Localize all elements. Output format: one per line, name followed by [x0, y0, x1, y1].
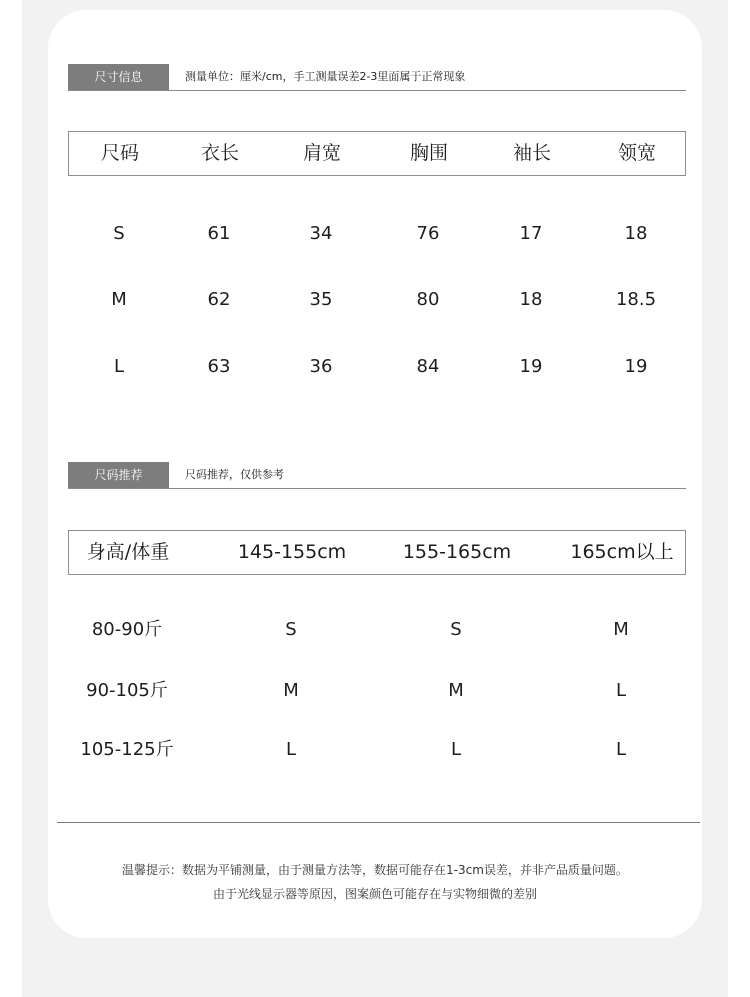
recommend-cell: S: [450, 619, 462, 640]
size-header-shoulder: 肩宽: [302, 142, 342, 164]
size-header-size: 尺码: [100, 142, 140, 164]
recommend-header-range-1: 145-155cm: [237, 541, 347, 563]
recommend-cell: L: [615, 680, 627, 701]
recommend-table-header: [68, 530, 686, 575]
recommend-cell: L: [615, 739, 627, 760]
size-cell: 35: [309, 289, 333, 310]
size-header-collar: 领宽: [617, 142, 657, 164]
recommend-cell: M: [448, 680, 464, 701]
size-table-row: [0, 352, 750, 382]
recommend-table-row: [0, 615, 750, 645]
size-cell: M: [111, 289, 127, 310]
recommend-cell: 90-105斤: [86, 680, 168, 701]
size-info-tag: 尺寸信息: [68, 64, 169, 90]
size-cell: 18: [519, 289, 543, 310]
size-cell: 36: [309, 356, 333, 377]
size-info-note: 测量单位：厘米/cm，手工测量误差2-3里面属于正常现象: [185, 70, 466, 83]
size-cell: 34: [309, 223, 333, 244]
recommend-table-row: [0, 735, 750, 765]
recommend-cell: 105-125斤: [80, 739, 174, 760]
size-recommend-section-header: [68, 462, 686, 489]
size-header-sleeve: 袖长: [512, 142, 552, 164]
size-cell: 62: [207, 289, 231, 310]
recommend-header-height-weight: 身高/体重: [86, 541, 170, 563]
size-table-header: [68, 131, 686, 176]
size-cell: 63: [207, 356, 231, 377]
size-cell: S: [113, 223, 125, 244]
size-cell: 76: [416, 223, 440, 244]
size-cell: 19: [519, 356, 543, 377]
recommend-header-range-2: 155-165cm: [402, 541, 512, 563]
size-cell: 18.5: [615, 289, 657, 310]
footer-divider: [57, 822, 700, 823]
size-header-length: 衣长: [200, 142, 240, 164]
recommend-cell: L: [450, 739, 462, 760]
recommend-cell: S: [285, 619, 297, 640]
footer-tip-line-1: 温馨提示：数据为平铺测量，由于测量方法等，数据可能存在1-3cm误差，并非产品质量问题。: [122, 863, 628, 877]
size-cell: 84: [416, 356, 440, 377]
size-cell: 80: [416, 289, 440, 310]
size-recommend-tag: 尺码推荐: [68, 462, 169, 488]
size-table-row: [0, 219, 750, 249]
recommend-table-row: [0, 676, 750, 706]
size-cell: L: [113, 356, 125, 377]
recommend-cell: 80-90斤: [91, 619, 163, 640]
recommend-cell: M: [283, 680, 299, 701]
recommend-cell: L: [285, 739, 297, 760]
footer-tip-line-2: 由于光线显示器等原因，图案颜色可能存在与实物细微的差别: [212, 887, 537, 901]
size-cell: 61: [207, 223, 231, 244]
size-cell: 19: [624, 356, 648, 377]
size-cell: 18: [624, 223, 648, 244]
size-table-row: [0, 285, 750, 315]
size-header-chest: 胸围: [409, 142, 449, 164]
recommend-header-range-3: 165cm以上: [570, 541, 674, 563]
size-recommend-note: 尺码推荐，仅供参考: [185, 468, 284, 481]
recommend-cell: M: [613, 619, 629, 640]
size-info-section-header: [68, 64, 686, 91]
size-cell: 17: [519, 223, 543, 244]
